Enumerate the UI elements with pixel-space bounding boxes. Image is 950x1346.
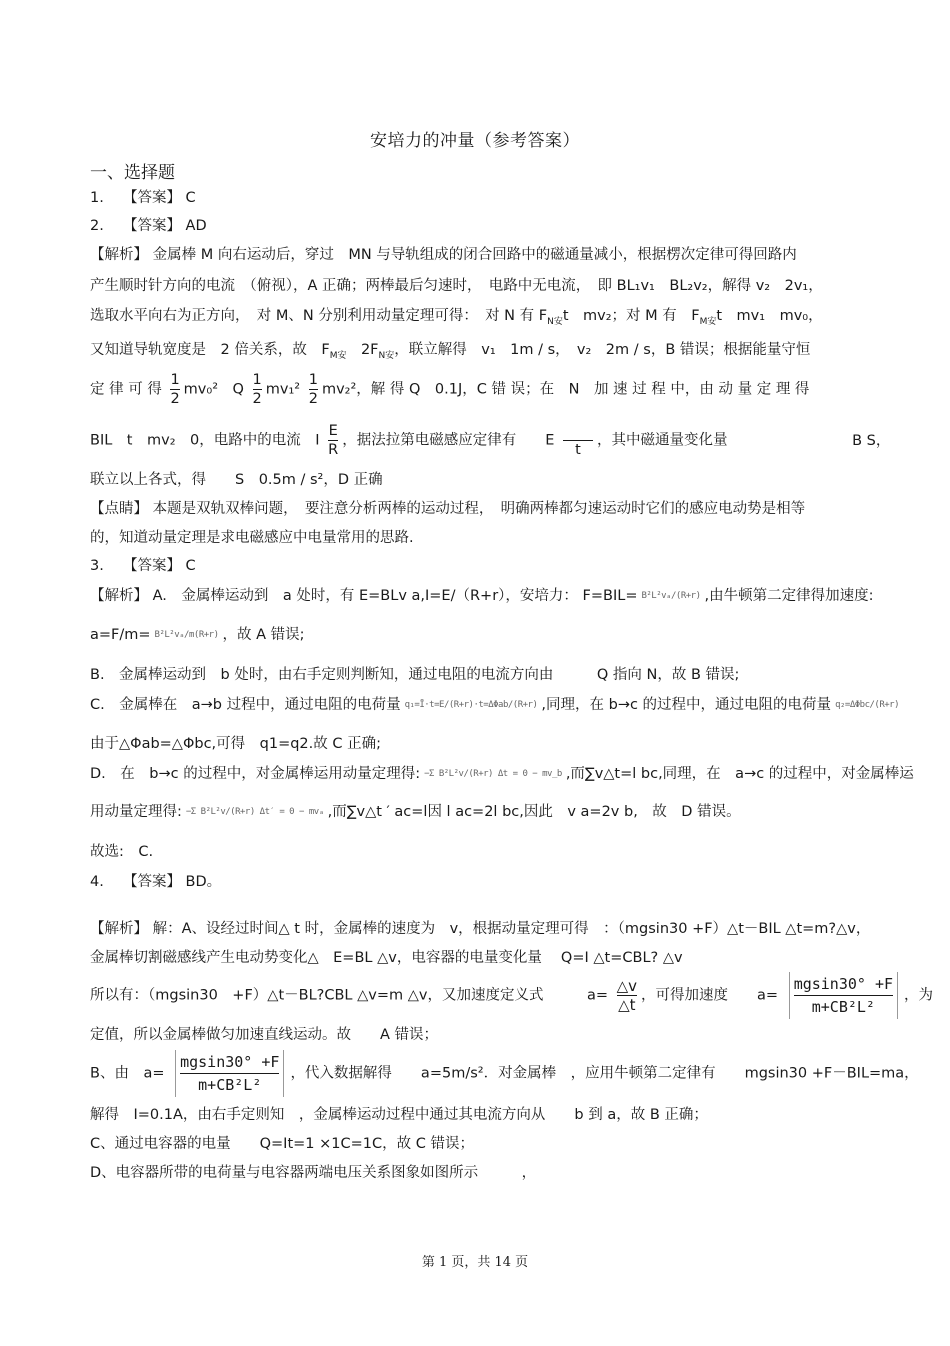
text-span: mv₀² Q xyxy=(183,381,244,398)
page-footer: 第 1 页，共 14 页 xyxy=(421,1255,529,1270)
analysis-line: 联立以上各式，得 S 0.5m / s²，D 正确 xyxy=(90,472,383,488)
text-span: 选取水平向右为正方向， 对 M、N 分别利用动量定理可得： 对 N 有 F xyxy=(90,308,548,324)
text-span: ，故 A 错误; xyxy=(222,627,305,643)
analysis-line: 【解析】 解：A、设经过时间△ t 时，金属棒的速度为 v，根据动量定理可得 ：（mgsin30 +F）△t－BIL △t=m?△v， xyxy=(90,921,871,937)
fraction-one-half: $\frac{1}{2}$ xyxy=(308,372,318,407)
analysis-line: 定值，所以金属棒做匀加速直线运动。故 A 错误； xyxy=(90,1027,439,1043)
text-span: ，可得加速度 a= xyxy=(641,987,779,1004)
fraction-one-half: $\frac{1}{2}$ xyxy=(170,372,180,407)
text-span: ，为 xyxy=(904,987,934,1004)
text-span: mv₂²，解 得 Q 0.1J，C 错 误；在 N 加 速 过 程 中，由 动 量 定 理 得 xyxy=(321,381,810,398)
fraction-over-t: t xyxy=(563,422,593,459)
text-span: B、由 a= xyxy=(90,1065,165,1082)
analysis-line xyxy=(90,625,888,645)
section-heading: 一、选择题 xyxy=(90,163,175,183)
analysis-line: 故选: C. xyxy=(90,844,154,860)
formula-image: q₁=Ī·t=E/(R+r)·t=ΔΦab/(R+r) xyxy=(404,700,538,710)
text-span: 用动量定理得: xyxy=(90,804,182,820)
text-span: ，联立解得 v₁ 1m / s， v₂ 2m / s，B 错误；根据能量守恒 xyxy=(394,342,811,358)
comment-line: 【点睛】 本题是双轨双棒问题， 要注意分析两棒的运动过程， 明确两棒都匀速运动时它们的感应电动势是相等 xyxy=(90,501,806,517)
formula-image: B²L²vₐ/(R+r) xyxy=(641,591,701,601)
analysis-line xyxy=(90,586,888,606)
formula-image: q₂=ΔΦbc/(R+r) xyxy=(835,700,900,710)
text-span: ，据法拉第电磁感应定律有 E xyxy=(342,432,555,449)
analysis-line xyxy=(90,1050,919,1097)
analysis-line: 由于△Φab=△Φbc,可得 q1=q2.故 C 正确; xyxy=(90,736,381,752)
text-span: ,由牛顿第二定律得加速度: xyxy=(704,588,874,604)
text-span: t mv₂；对 M 有 F xyxy=(562,308,700,324)
analysis-line xyxy=(90,764,914,784)
text-span: ,而∑v△t ′ ac=l因 l ac=2l bc,因此 v a=2v b, 故 D 错误。 xyxy=(327,804,741,820)
analysis-line xyxy=(90,802,888,822)
analysis-line xyxy=(90,422,891,459)
fraction-dv-dt: $\frac{\triangle v}{\triangle t}$ xyxy=(616,977,638,1014)
formula-image: −Σ B²L²v/(R+r) Δt′ = 0 − mvₐ xyxy=(185,807,324,817)
analysis-line: C、通过电容器的电量 Q=It=1 ×1C=1C，故 C 错误； xyxy=(90,1136,474,1152)
text-span: 2F xyxy=(346,342,379,358)
text-span: a=F/m= xyxy=(90,627,151,643)
acceleration-formula: $\frac{mgsin30^\circ +F}{\text{m+CB²L²}}$ xyxy=(175,1050,284,1097)
fraction-one-half: $\frac{1}{2}$ xyxy=(252,372,262,407)
text-span: ，代入数据解得 a=5m/s²．对金属棒 ，应用牛顿第二定律有 mgsin30 +F－BIL=ma， xyxy=(290,1065,919,1082)
text-span: 又知道导轨宽度是 2 倍关系，故 F xyxy=(90,342,330,358)
subscript: N安 xyxy=(378,350,395,361)
analysis-line xyxy=(90,340,888,366)
text-span: B S， xyxy=(852,432,891,449)
formula-image: −Σ B²L²v/(R+r) Δt = 0 − mv_b xyxy=(424,769,562,779)
subscript: N安 xyxy=(547,316,563,327)
text-span: C. 金属棒在 a→b 过程中，通过电阻的电荷量 xyxy=(90,697,401,713)
analysis-line xyxy=(90,972,934,1019)
answer-line-2: 2. 【答案】 AD xyxy=(90,218,207,234)
analysis-line xyxy=(90,306,888,332)
acceleration-formula: $\frac{mgsin30^\circ +F}{\text{m+CB²L²}}$ xyxy=(789,972,898,1019)
formula-image: B²L²vₐ/m(R+r) xyxy=(154,630,219,640)
text-span: ,而∑v△t=l bc,同理，在 a→c 的过程中，对金属棒运 xyxy=(565,766,914,782)
analysis-line: 金属棒切割磁感线产生电动势变化△ E=BL △v，电容器的电量变化量 Q=I △t=CBL? △v xyxy=(90,950,683,966)
comment-line: 的，知道动量定理是求电磁感应中电量常用的思路. xyxy=(90,530,414,546)
text-span: 【解析】 A. 金属棒运动到 a 处时，有 E=BLv a,I=E/（R+r），安培力： F=BIL= xyxy=(90,588,638,604)
analysis-line: 产生顺时针方向的电流 （俯视），A 正确；两棒最后匀速时， 电路中无电流， 即 BL₁v₁ BL₂v₂，解得 v₂ 2v₁， xyxy=(90,278,823,294)
analysis-line xyxy=(90,695,900,715)
text-span: mv₁² xyxy=(265,381,301,398)
text-span: t mv₁ mv₀， xyxy=(716,308,823,324)
text-span: BIL t mv₂ 0，电路中的电流 I xyxy=(90,432,320,449)
analysis-line: B. 金属棒运动到 b 处时，由右手定则判断知，通过电阻的电流方向由 Q 指向 N，故 B 错误; xyxy=(90,667,740,683)
subscript: M安 xyxy=(699,316,717,327)
page-title: 安培力的冲量（参考答案） xyxy=(370,131,580,151)
answer-line-3: 3. 【答案】 C xyxy=(90,558,196,574)
text-span: D. 在 b→c 的过程中，对金属棒运用动量定理得: xyxy=(90,766,421,782)
text-span: ,同理，在 b→c 的过程中，通过电阻的电荷量 xyxy=(541,697,832,713)
analysis-line: 解得 I=0.1A，由右手定则知 ，金属棒运动过程中通过其电流方向从 b 到 a，故 B 正确； xyxy=(90,1107,708,1123)
analysis-line: 【解析】 金属棒 M 向右运动后，穿过 MN 与导轨组成的闭合回路中的磁通量减小，根据楞次定律可得回路内 xyxy=(90,247,797,263)
answer-line-4: 4. 【答案】 BD。 xyxy=(90,874,222,890)
analysis-line: D、电容器所带的电荷量与电容器两端电压关系图象如图所示 ， xyxy=(90,1165,537,1181)
text-span: 定 律 可 得 xyxy=(90,381,162,398)
analysis-line xyxy=(90,371,888,408)
text-span: ，其中磁通量变化量 xyxy=(596,432,728,449)
fraction-e-over-r: $\frac{E}{R}$ xyxy=(328,423,339,458)
subscript: M安 xyxy=(329,350,347,361)
text-span: 所以有：（mgsin30 +F）△t－BL?CBL △v=m △v，又加速度定义式 a= xyxy=(90,987,608,1004)
answer-line-1: 1. 【答案】 C xyxy=(90,190,196,206)
